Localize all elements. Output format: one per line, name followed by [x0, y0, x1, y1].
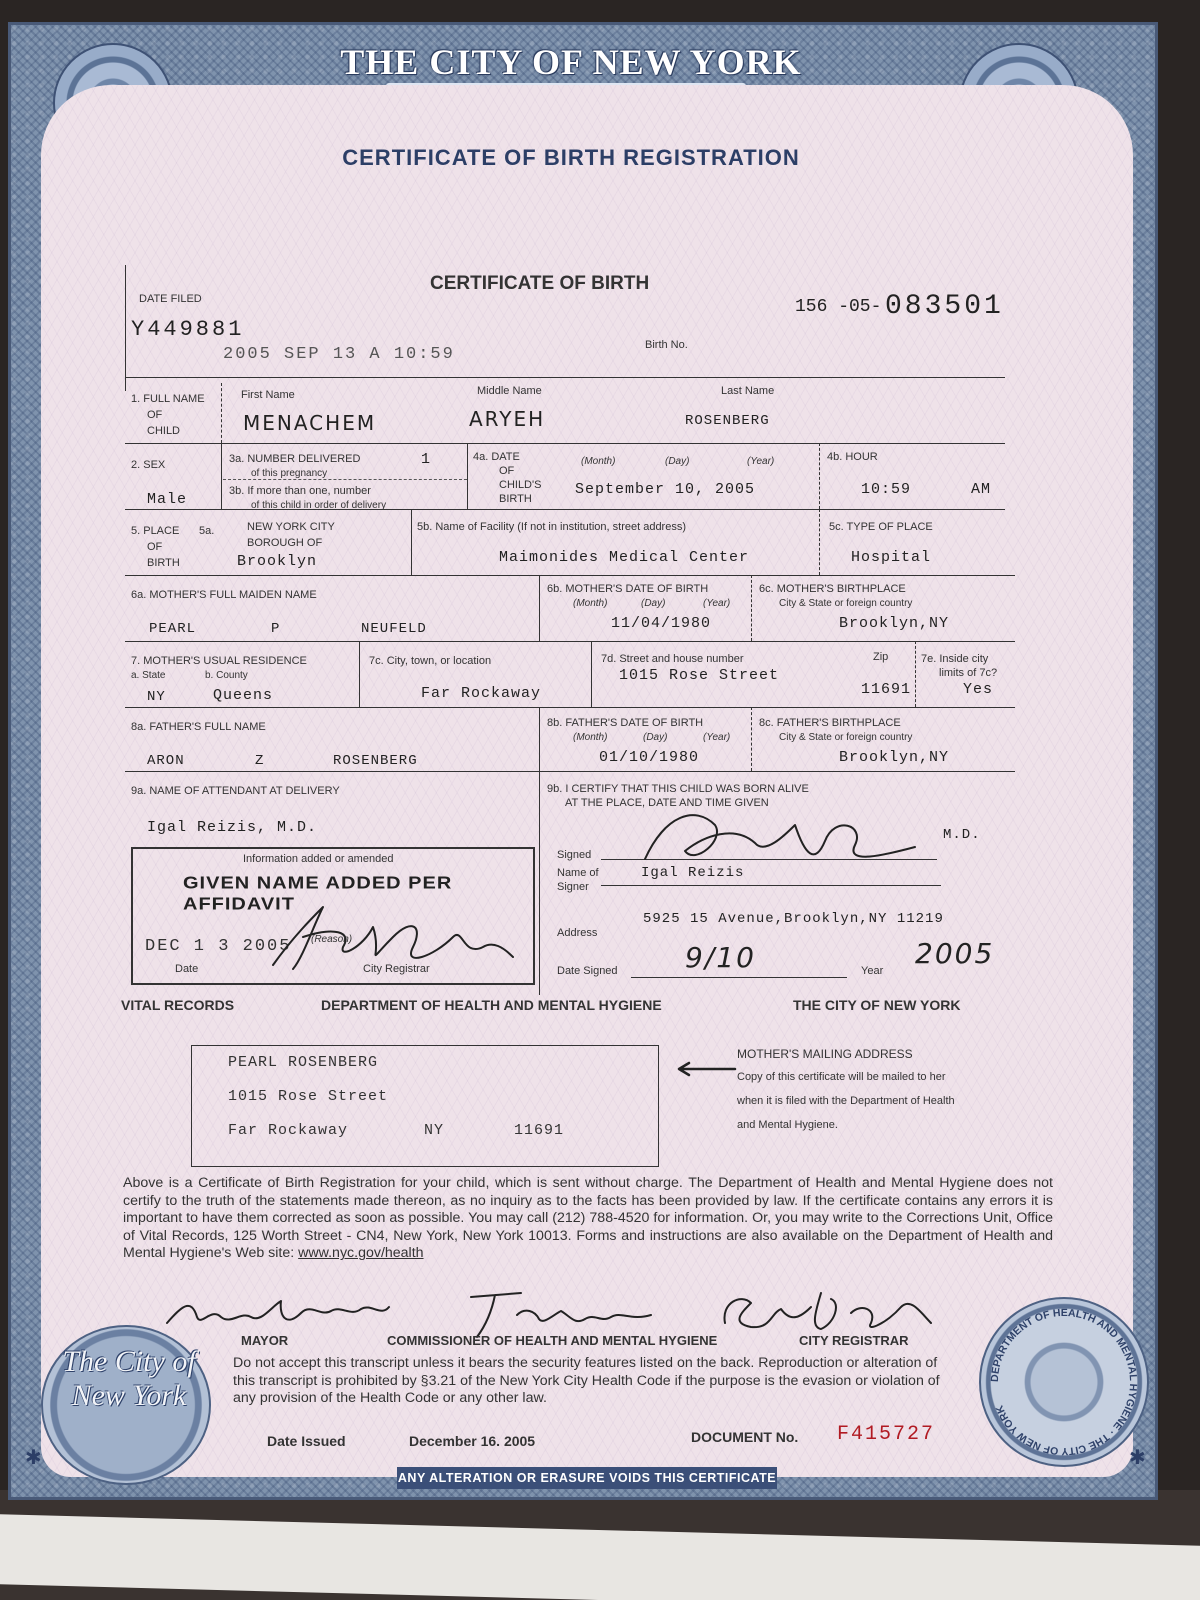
father-first-name: ARON [147, 753, 185, 769]
zip-label: Zip [873, 651, 889, 663]
divider [539, 575, 540, 641]
residence-street: 1015 Rose Street [619, 667, 780, 684]
day-label: (Day) [665, 456, 690, 467]
mayor-signature [161, 1287, 391, 1337]
birth-form [125, 265, 1015, 995]
father-dob-day-label: (Day) [643, 732, 668, 743]
child-birth-date: September 10, 2005 [575, 481, 756, 498]
form-title: CERTIFICATE OF BIRTH [430, 273, 650, 294]
date-signed-line [631, 977, 847, 978]
health-website-link[interactable]: www.nyc.gov/health [298, 1245, 424, 1262]
date-signed-label: Date Signed [557, 965, 618, 977]
amendment-date: DEC 1 3 2005 [145, 937, 292, 956]
father-dob: 01/10/1980 [599, 749, 700, 766]
father-middle-name: Z [255, 753, 265, 769]
divider [221, 383, 222, 443]
mailing-address-box [191, 1045, 659, 1167]
mother-dob-year-label: (Year) [703, 598, 731, 609]
certificate-document [8, 22, 1158, 1500]
signer-label: Signer [557, 881, 589, 893]
city-registrar-label: CITY REGISTRAR [799, 1333, 909, 1348]
star-icon: ✱ [1129, 1447, 1146, 1469]
child-first-name: MENACHEM [243, 411, 377, 435]
amendment-box [131, 847, 535, 985]
mailing-note-2: when it is filed with the Department of Health [737, 1095, 955, 1107]
divider [915, 641, 916, 707]
residence-zip: 11691 [861, 681, 912, 698]
health-department-seal [979, 1297, 1149, 1467]
registrar-signature-amendment [263, 897, 523, 977]
date-issued-label: Date Issued [267, 1433, 346, 1449]
signed-label: Signed [557, 849, 592, 861]
full-name-label: 1. FULL NAME [131, 393, 205, 405]
signer-line [601, 885, 941, 886]
divider [411, 509, 412, 575]
delivered-label: 3a. NUMBER DELIVERED [229, 453, 361, 465]
year-label: (Year) [747, 456, 775, 467]
amendment-registrar-label: City Registrar [363, 963, 430, 975]
divider [751, 707, 752, 771]
mother-dob-label: 6b. MOTHER'S DATE OF BIRTH [547, 583, 709, 595]
rule-5 [125, 641, 1015, 642]
attendant-label: 9a. NAME OF ATTENDANT AT DELIVERY [131, 785, 340, 797]
street-label: 7d. Street and house number [601, 653, 744, 665]
mother-birthplace-sublabel: City & State or foreign country [779, 598, 913, 609]
mailing-name: PEARL ROSENBERG [228, 1054, 379, 1071]
divider [467, 443, 468, 509]
rule-7 [125, 771, 1015, 772]
amendment-date-label: Date [175, 963, 199, 975]
sex-label: 2. SEX [131, 459, 166, 471]
place-5a-label: 5a. [199, 525, 215, 537]
notice-paragraph [123, 1175, 1053, 1263]
divider [539, 771, 540, 995]
rule-3 [125, 509, 1005, 510]
notice-text: Above is a Certificate of Birth Registration for your child, which is sent without charge. The Department of Health and Mental Hygiene does not certify to the truth of the statements made thereon, as no inquiry as to the facts has been provided by law. If the certificate contains any errors it is important to have them corrected as soon as possible. You may call (212) 788-4520 for information. Or, you may write to the Corrections Unit, Office of Vital Records, 125 Worth Street - CN4, New York, New York 10013. Forms and instructions are also available on the Department of Health and Mental Hygiene's Web site: [123, 1175, 1053, 1262]
registration-title: CERTIFICATE OF BIRTH REGISTRATION [342, 145, 800, 170]
security-warning: Do not accept this transcript unless it bears the security features listed on the back. Reproduction or alteration of this transcript is prohibited by §3.21 of the New York City Health Code if the purpose is the evasion or violation of any provision of the Health Code or any other law. [233, 1355, 940, 1407]
father-birthplace: Brooklyn,NY [839, 749, 950, 766]
mother-birthplace-label: 6c. MOTHER'S BIRTHPLACE [759, 583, 906, 595]
divider [221, 443, 222, 509]
mother-name-label: 6a. MOTHER'S FULL MAIDEN NAME [131, 589, 317, 601]
mailing-city: Far Rockaway [228, 1122, 349, 1139]
full-name-label-child: CHILD [147, 425, 181, 437]
mother-dob-month-label: (Month) [573, 598, 608, 609]
birth-hour: 10:59 [861, 481, 912, 498]
city-seal-left [41, 1325, 211, 1485]
full-name-label-of: OF [147, 409, 163, 421]
father-dob-label: 8b. FATHER'S DATE OF BIRTH [547, 717, 704, 729]
footer-vital-records: VITAL RECORDS [121, 997, 235, 1013]
amendment-reason-label: (Reason) [311, 934, 353, 945]
father-birthplace-label: 8c. FATHER'S BIRTHPLACE [759, 717, 901, 729]
mailing-zip: 11691 [514, 1122, 565, 1139]
amendment-header: Information added or amended [243, 853, 394, 865]
arrow-left-icon [675, 1061, 737, 1077]
registrar-signature [711, 1283, 941, 1339]
city-limits-sublabel: limits of 7c? [939, 667, 998, 679]
alteration-warning-banner: ANY ALTERATION OR ERASURE VOIDS THIS CERTIFICATE [397, 1467, 777, 1489]
mailing-street: 1015 Rose Street [228, 1088, 389, 1105]
city-limits-value: Yes [963, 681, 994, 698]
document-number: F415727 [837, 1423, 936, 1446]
birth-ampm: AM [971, 481, 992, 498]
dob-label-birth: BIRTH [499, 493, 532, 505]
place-label: 5. PLACE [131, 525, 180, 537]
birth-order-label: 3b. If more than one, number [229, 485, 371, 497]
year-signed: 2005 [915, 937, 995, 970]
delivered-sublabel: of this pregnancy [251, 468, 328, 479]
commissioner-label: COMMISSIONER OF HEALTH AND MENTAL HYGIENE [387, 1333, 718, 1348]
first-name-label: First Name [241, 389, 295, 401]
birth-number-label: Birth No. [645, 339, 688, 351]
mother-last-name: NEUFELD [361, 621, 427, 637]
father-dob-year-label: (Year) [703, 732, 731, 743]
sex-value: Male [147, 491, 188, 508]
signer-name: Igal Reizis [641, 865, 745, 881]
document-number-label: DOCUMENT No. [691, 1429, 799, 1445]
divider [751, 575, 752, 641]
child-last-name: ROSENBERG [685, 413, 770, 429]
place-label-birth: BIRTH [147, 557, 180, 569]
hour-label: 4b. HOUR [827, 451, 878, 463]
divider [359, 641, 360, 707]
seal-ring-text [979, 1297, 1149, 1467]
borough-value: Brooklyn [237, 553, 318, 570]
star-icon: ✱ [25, 1447, 42, 1469]
type-of-place-value: Hospital [851, 549, 932, 566]
middle-name-label: Middle Name [477, 385, 542, 397]
dash-rule [223, 479, 467, 480]
state-label: a. State [131, 670, 166, 681]
city-title: THE CITY OF NEW YORK [340, 42, 802, 82]
attendant-name: Igal Reizis, M.D. [147, 819, 318, 836]
father-last-name: ROSENBERG [333, 753, 418, 769]
name-of-signer-label: Name of [557, 867, 599, 879]
birth-number-prefix: 156 -05- [795, 297, 882, 317]
rule-2 [125, 443, 1005, 444]
signer-address: 5925 15 Avenue,Brooklyn,NY 11219 [643, 911, 944, 927]
borough-label: BOROUGH OF [247, 537, 323, 549]
address-label: Address [557, 927, 598, 939]
mother-middle-name: P [271, 621, 281, 637]
divider [819, 509, 820, 575]
residence-city: Far Rockaway [421, 685, 542, 702]
seal-right-text: DEPARTMENT OF HEALTH AND MENTAL HYGIENE · THE CITY OF NEW YORK [988, 1306, 1140, 1458]
birth-order-sublabel: of this child in order of delivery [251, 500, 387, 511]
facility-value: Maimonides Medical Center [499, 549, 750, 566]
date-filed-stamp: Y449881 [131, 317, 245, 342]
date-filed-time: 2005 SEP 13 A 10:59 [223, 345, 455, 364]
type-of-place-label: 5c. TYPE OF PLACE [829, 521, 933, 533]
delivered-value: 1 [421, 451, 432, 468]
mother-first-name: PEARL [149, 621, 197, 637]
nyc-label: NEW YORK CITY [247, 521, 335, 533]
rule-4 [125, 575, 1015, 576]
form-border-left-top [125, 265, 126, 391]
city-limits-label: 7e. Inside city [921, 653, 989, 665]
svg-text:DEPARTMENT OF HEALTH AND MENTA [989, 1307, 1139, 1457]
year-signed-label: Year [861, 965, 884, 977]
mother-birthplace: Brooklyn,NY [839, 615, 950, 632]
child-middle-name: ARYEH [469, 407, 546, 431]
county-label: b. County [205, 670, 248, 681]
divider [819, 443, 820, 509]
affidavit-stamp: GIVEN NAME ADDED PER AFFIDAVIT [183, 873, 453, 914]
mailing-note-title: MOTHER'S MAILING ADDRESS [737, 1047, 913, 1061]
facility-label: 5b. Name of Facility (If not in institution, street address) [417, 521, 687, 533]
footer-city: THE CITY OF NEW YORK [793, 997, 961, 1013]
dob-label-childs: CHILD'S [499, 479, 542, 491]
last-name-label: Last Name [721, 385, 775, 397]
mother-dob: 11/04/1980 [611, 615, 712, 632]
residence-state: NY [147, 689, 166, 705]
dob-label: 4a. DATE [473, 451, 520, 463]
mailing-note-3: and Mental Hygiene. [737, 1119, 838, 1131]
birth-number: 083501 [885, 291, 1004, 322]
place-label-of: OF [147, 541, 163, 553]
father-dob-month-label: (Month) [573, 732, 608, 743]
father-birthplace-sublabel: City & State or foreign country [779, 732, 913, 743]
mother-dob-day-label: (Day) [641, 598, 666, 609]
residence-label: 7. MOTHER'S USUAL RESIDENCE [131, 655, 307, 667]
attendant-signature [625, 795, 925, 875]
date-filed-label: DATE FILED [139, 293, 202, 305]
date-issued-value: December 16. 2005 [409, 1433, 536, 1449]
rule-6 [125, 707, 1015, 708]
dob-label-of: OF [499, 465, 515, 477]
seal-left-text: The City of New York [62, 1345, 196, 1412]
month-label: (Month) [581, 456, 616, 467]
mayor-label: MAYOR [241, 1333, 289, 1348]
residence-city-label: 7c. City, town, or location [369, 655, 492, 667]
footer-department: DEPARTMENT OF HEALTH AND MENTAL HYGIENE [321, 997, 662, 1013]
divider [591, 641, 592, 707]
certify-label: 9b. I CERTIFY THAT THIS CHILD WAS BORN ALIVE [547, 783, 809, 795]
father-name-label: 8a. FATHER'S FULL NAME [131, 721, 266, 733]
mailing-state: NY [424, 1122, 445, 1139]
rule-1 [125, 377, 1005, 378]
md-suffix: M.D. [943, 827, 981, 843]
mailing-note-1: Copy of this certificate will be mailed to her [737, 1071, 946, 1083]
residence-county: Queens [213, 687, 274, 704]
certify-sublabel: AT THE PLACE, DATE AND TIME GIVEN [565, 797, 769, 809]
date-signed: 9/10 [685, 941, 756, 974]
divider [539, 707, 540, 771]
